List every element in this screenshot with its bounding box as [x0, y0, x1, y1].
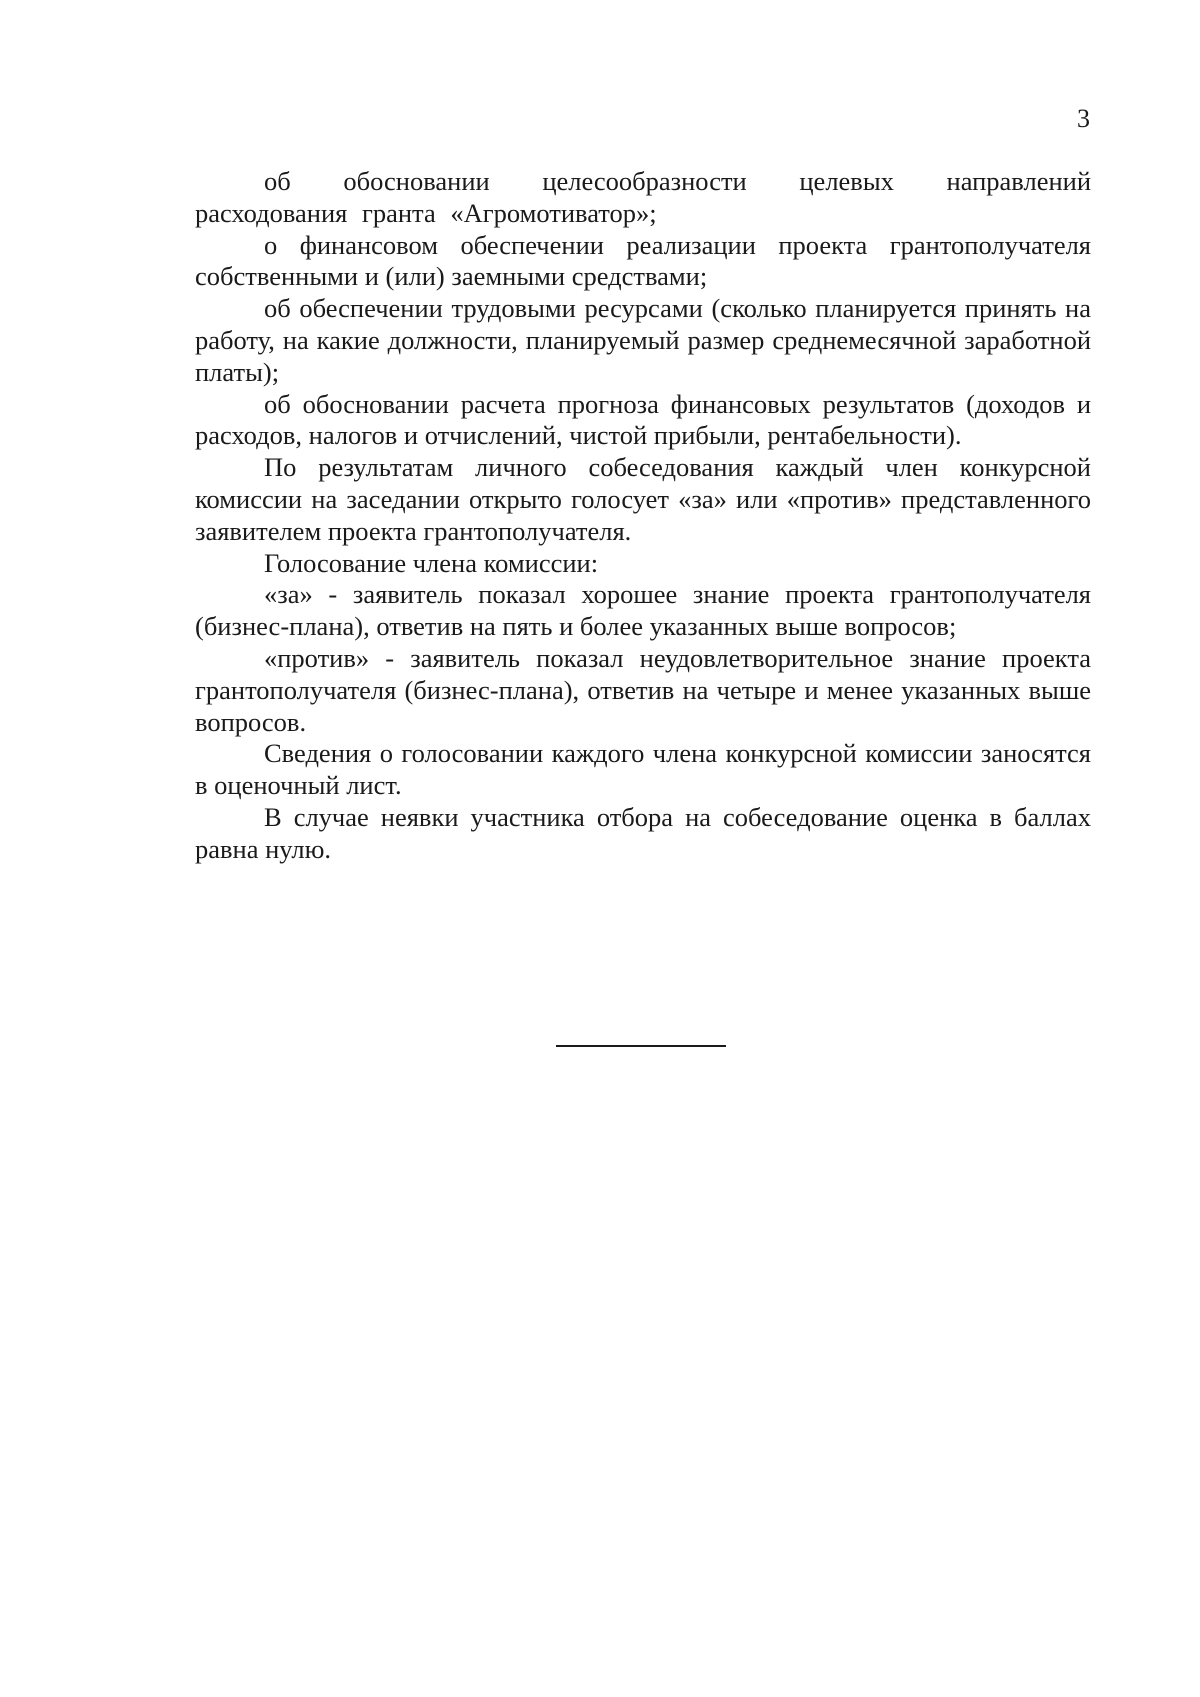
paragraph-justification-of-expenditures: об обосновании целесообразности целевых направлений расходования гранта «Агромотиватор»; — [195, 166, 1091, 228]
paragraph-absence-score: В случае неявки участника отбора на собеседование оценка в баллах равна нулю. — [195, 801, 1091, 864]
paragraph-evaluation-sheet: Сведения о голосовании каждого члена конкурсной комиссии заносятся в оценочный лист. — [195, 738, 1091, 801]
page-number: 3 — [1077, 104, 1090, 133]
paragraph-financial-provision: о финансовом обеспечении реализации проекта грантополучателя собственными и (или) заемными средствами; — [195, 229, 1091, 292]
end-of-document-rule — [556, 1045, 726, 1047]
document-body — [195, 166, 1091, 866]
paragraph-vote-against: «против» - заявитель показал неудовлетворительное знание проекта грантополучателя (бизнес-плана), ответив на четыре и менее указанных выше вопросов. — [195, 642, 1091, 737]
paragraph-vote-for: «за» - заявитель показал хорошее знание проекта грантополучателя (бизнес-плана), ответив на пять и более указанных выше вопросов; — [195, 579, 1091, 642]
paragraph-commission-vote: По результатам личного собеседования каждый член конкурсной комиссии на заседании открыто голосует «за» или «против» представленного заявителем проекта грантополучателя. — [195, 452, 1091, 546]
paragraph-labor-resources: об обеспечении трудовыми ресурсами (сколько планируется принять на работу, на какие должности, планируемый размер среднемесячной заработной платы); — [195, 293, 1091, 387]
paragraph-vote-heading: Голосование члена комиссии: — [264, 547, 599, 578]
paragraph-financial-forecast: об обосновании расчета прогноза финансовых результатов (доходов и расходов, налогов и отчислений, чистой прибыли, рентабельности). — [195, 388, 1091, 451]
